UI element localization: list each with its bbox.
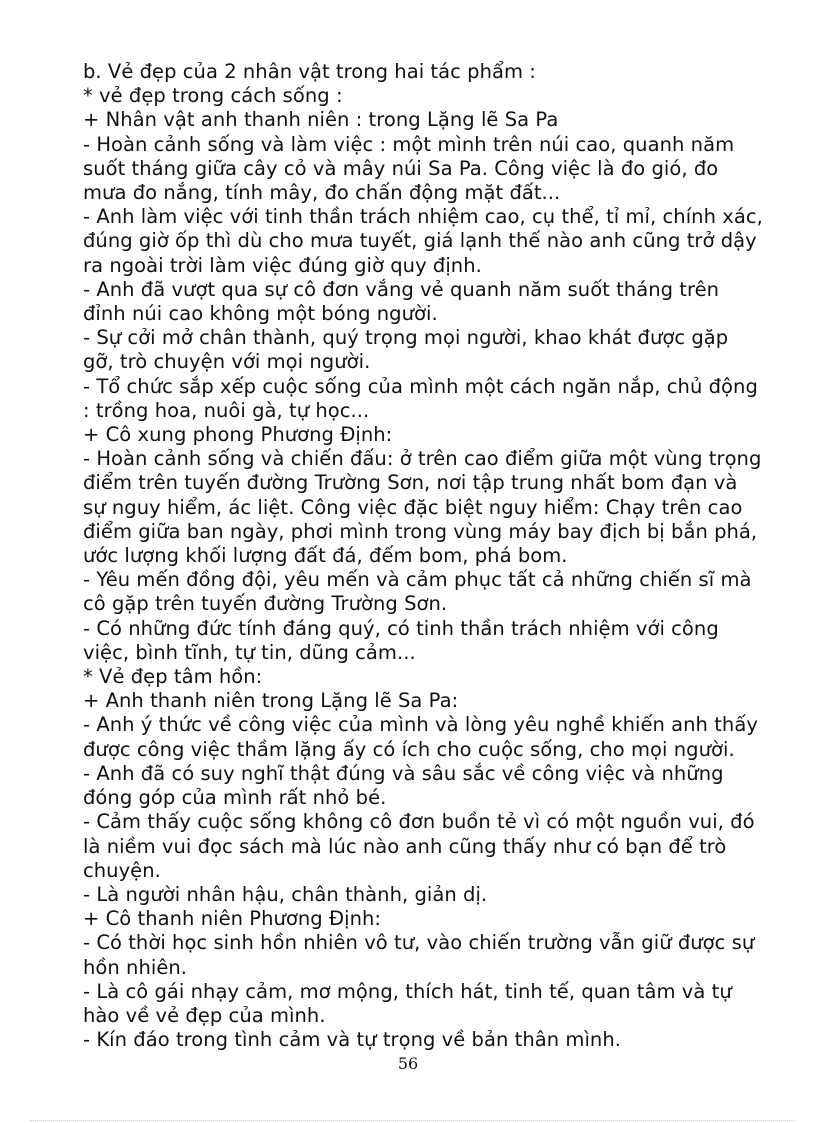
text-line: * vẻ đẹp trong cách sống : (83, 84, 343, 108)
text-line: đỉnh núi cao không một bóng người. (83, 302, 438, 326)
text-line: - Cảm thấy cuộc sống không cô đơn buồn tẻ vì có một nguồn vui, đó (83, 810, 755, 834)
text-line: điểm trên tuyến đường Trường Sơn, nơi tập trung nhất bom đạn và (83, 471, 738, 495)
text-line: - Anh đã có suy nghĩ thật đúng và sâu sắc về công việc và những (83, 761, 724, 785)
text-line: b. Vẻ đẹp của 2 nhân vật trong hai tác phẩm : (83, 60, 536, 83)
text-line: - Có thời học sinh hồn nhiên vô tư, vào chiến trường vẫn giữ được sự (83, 931, 755, 955)
body-text (83, 60, 763, 1052)
text-line: + Anh thanh niên trong Lặng lẽ Sa Pa: (83, 689, 459, 713)
text-line: : trồng hoa, nuôi gà, tự học... (83, 398, 370, 422)
text-line: + Cô thanh niên Phương Định: (83, 907, 382, 931)
text-line: suốt tháng giữa cây cỏ và mây núi Sa Pa. Công việc là đo gió, đo (83, 156, 719, 180)
text-line: - Tổ chức sắp xếp cuộc sống của mình một cách ngăn nắp, chủ động (83, 374, 758, 398)
text-line: là niềm vui đọc sách mà lúc nào anh cũng thấy như có bạn để trò (83, 834, 727, 858)
page-bottom-divider (30, 1120, 794, 1121)
text-line: - Anh đã vượt qua sự cô đơn vắng vẻ quanh năm suốt tháng trên (83, 277, 720, 301)
text-line: - Là cô gái nhạy cảm, mơ mộng, thích hát, tinh tế, quan tâm và tự (83, 979, 732, 1003)
text-line: - Hoàn cảnh sống và chiến đấu: ở trên cao điểm giữa một vùng trọng (83, 447, 762, 471)
text-line: chuyện. (83, 858, 161, 882)
text-line: - Có những đức tính đáng quý, có tinh thần trách nhiệm với công (83, 616, 719, 640)
text-line: - Yêu mến đồng đội, yêu mến và cảm phục tất cả những chiến sĩ mà (83, 568, 752, 592)
text-line: - Là người nhân hậu, chân thành, giản dị. (83, 882, 488, 906)
text-line: - Sự cởi mở chân thành, quý trọng mọi người, khao khát được gặp (83, 326, 729, 350)
text-line: + Cô xung phong Phương Định: (83, 423, 393, 447)
text-line: hào về vẻ đẹp của mình. (83, 1003, 326, 1027)
text-line: đóng góp của mình rất nhỏ bé. (83, 786, 387, 810)
text-line: - Hoàn cảnh sống và làm việc : một mình trên núi cao, quanh năm (83, 132, 735, 156)
text-line: gỡ, trò chuyện với mọi người. (83, 350, 371, 374)
text-line: * Vẻ đẹp tâm hồn: (83, 665, 263, 689)
text-line: - Anh làm việc với tinh thần trách nhiệm cao, cụ thể, tỉ mỉ, chính xác, (83, 205, 763, 229)
text-line: - Kín đáo trong tình cảm và tự trọng về bản thân mình. (83, 1028, 621, 1052)
text-line: - Anh ý thức về công việc của mình và lòng yêu nghề khiến anh thấy (83, 713, 758, 737)
text-line: mưa đo nắng, tính mây, đo chấn động mặt đất... (83, 181, 561, 205)
text-line: đúng giờ ốp thì dù cho mưa tuyết, giá lạnh thế nào anh cũng trở dậy (83, 229, 757, 253)
text-line: được công việc thầm lặng ấy có ích cho cuộc sống, cho mọi người. (83, 737, 735, 761)
text-line: việc, bình tĩnh, tự tin, dũng cảm... (83, 640, 416, 664)
text-line: cô gặp trên tuyến đường Trường Sơn. (83, 592, 448, 616)
text-line: điểm giữa ban ngày, phơi mình trong vùng máy bay địch bị bắn phá, (83, 519, 758, 543)
text-line: hồn nhiên. (83, 955, 188, 979)
page-number: 56 (397, 1054, 419, 1073)
text-line: ra ngoài trời làm việc đúng giờ quy định. (83, 253, 482, 277)
text-line: ước lượng khối lượng đất đá, đếm bom, phá bom. (83, 544, 568, 568)
text-line: sự nguy hiểm, ác liệt. Công việc đặc biệt nguy hiểm: Chạy trên cao (83, 495, 743, 519)
text-line: + Nhân vật anh thanh niên : trong Lặng lẽ Sa Pa (83, 108, 559, 132)
